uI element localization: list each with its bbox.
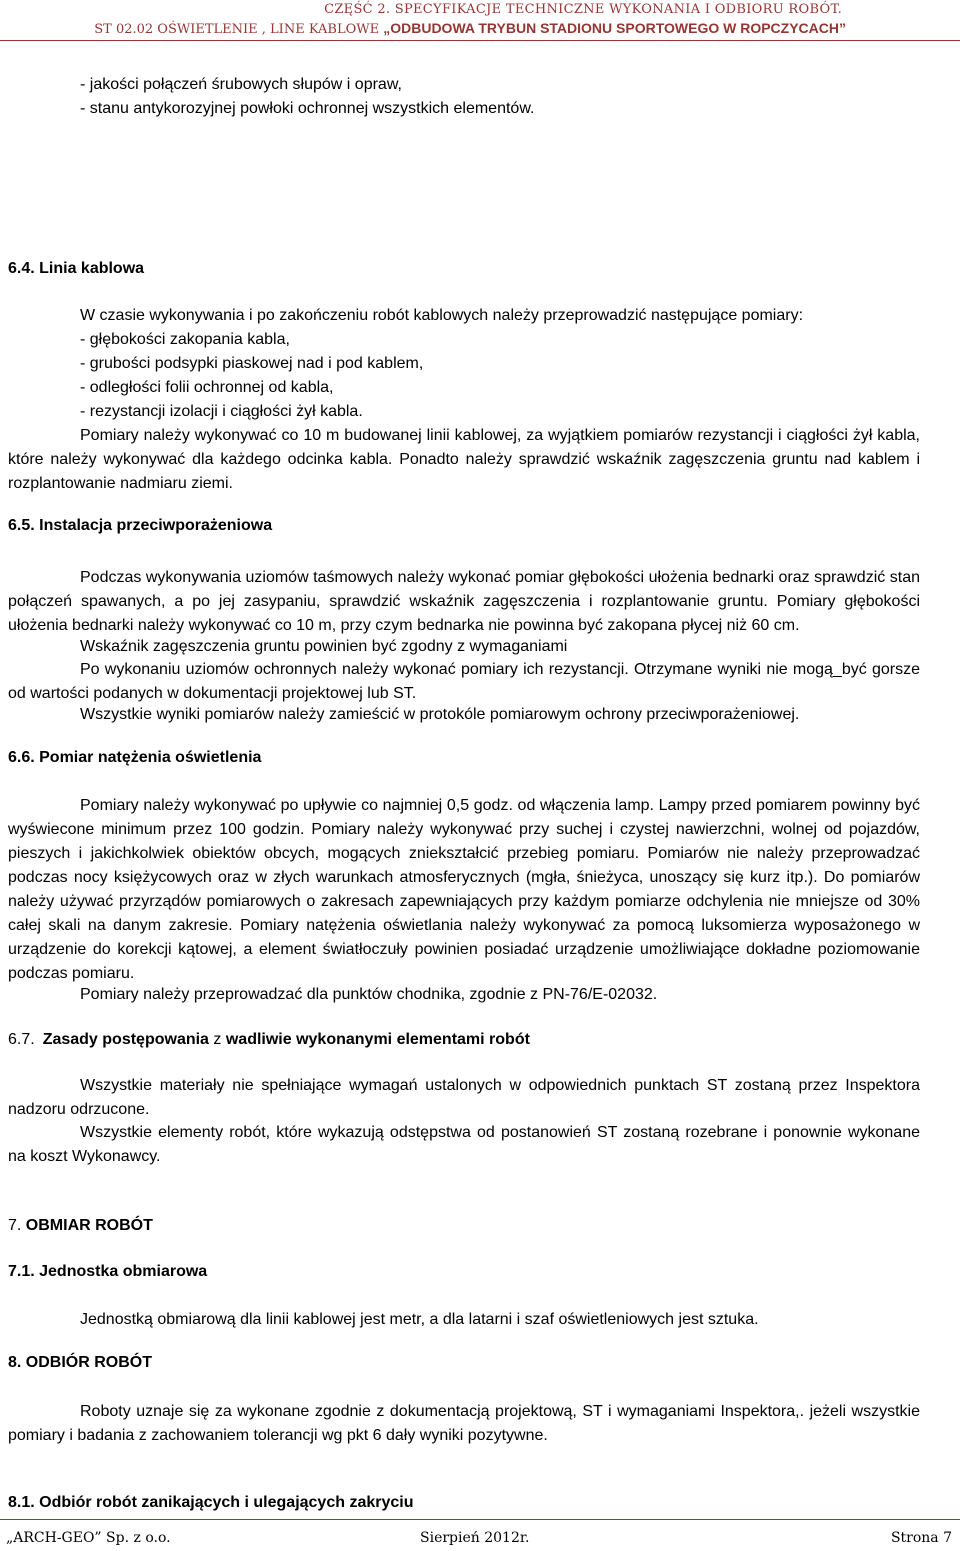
section-heading-6-5: 6.5. Instalacja przeciwporażeniowa [8, 517, 273, 534]
list-item: - rezystancji izolacji i ciągłości żył kabla. [80, 403, 363, 420]
section-6-7-paragraph-1: Wszystkie materiały nie spełniające wymagań ustalonych w odpowiednich punktach ST zostaną przez Inspektora nadzoru odrzucone. [8, 1077, 920, 1118]
section-6-7-paragraph-2: Wszystkie elementy robót, które wykazują odstępstwa od postanowień ST zostaną rozebrane i ponownie wykonane na koszt Wykonawcy. [8, 1124, 920, 1165]
section-6-5-paragraph-2: Wskaźnik zagęszczenia gruntu powinien być zgodny z wymaganiami [80, 638, 568, 655]
header-line-2 [94, 20, 846, 37]
section-number: 6.7. [8, 1031, 35, 1048]
section-heading-8: 8. ODBIÓR ROBÓT [8, 1354, 153, 1371]
section-heading-6-6: 6.6. Pomiar natężenia oświetlenia [8, 749, 262, 766]
section-6-5-paragraph-4: Wszystkie wyniki pomiarów należy zamieścić w protokóle pomiarowym ochrony przeciwporażeniowej. [80, 706, 800, 723]
heading-part-2: z [208, 1031, 226, 1048]
section-6-6-paragraph-2: Pomiary należy przeprowadzać dla punktów chodnika, zgodnie z PN-76/E-02032. [80, 986, 658, 1003]
section-6-5-paragraph-1: Podczas wykonywania uziomów taśmowych należy wykonać pomiar głębokości ułożenia bednarki oraz sprawdzić stan połączeń spawanych, a po jej zasypaniu, sprawdzić wskaźnik zagęszczenia i rozplantowanie gruntu. Pomiary głębokości ułożenia bednarki należy wykonywać co 10 m, przy czym bednarka nie powinna być zakopana płycej niż 60 cm. [8, 569, 920, 634]
list-item: - stanu antykorozyjnej powłoki ochronnej wszystkich elementów. [80, 100, 535, 117]
list-item: - jakości połączeń śrubowych słupów i opraw, [80, 76, 402, 93]
list-item: - grubości podsypki piaskowej nad i pod kablem, [80, 355, 424, 372]
header-line-2-prefix: ST 02.02 OŚWIETLENIE , LINE KABLOWE [94, 22, 384, 37]
footer-date: Sierpień 2012r. [420, 1530, 530, 1546]
footer-divider [0, 1519, 960, 1520]
footer-company: „ARCH-GEO” Sp. z o.o. [6, 1530, 171, 1546]
list-item: - odległości folii ochronnej od kabla, [80, 379, 334, 396]
section-8-paragraph: Roboty uznaje się za wykonane zgodnie z dokumentacją projektową, ST i wymaganiami Inspektora,. jeżeli wszystkie pomiary i badania z zachowaniem tolerancji wg pkt 6 dały wyniki pozytywne. [8, 1403, 920, 1444]
list-item: - głębokości zakopania kabla, [80, 331, 290, 348]
section-number: 7. [8, 1217, 22, 1234]
header-line-2-title: „ODBUDOWA TRYBUN STADIONU SPORTOWEGO W ROPCZYCACH” [383, 20, 846, 36]
section-heading-6-7 [8, 1028, 530, 1052]
section-heading-6-4: 6.4. Linia kablowa [8, 260, 145, 277]
footer-page-number: Strona 7 [890, 1530, 952, 1546]
heading-part-3: wadliwie wykonanymi elementami robót [225, 1031, 530, 1048]
section-6-4-paragraph: Pomiary należy wykonywać co 10 m budowanej linii kablowej, za wyjątkiem pomiarów rezystancji i ciągłości żył kabla, które należy wykonywać dla każdego odcinka kabla. Ponadto należy sprawdzić wskaźnik zagęszczenia gruntu nad kablem i rozplantowanie nadmiaru ziemi. [8, 427, 920, 492]
section-6-5-paragraph-3: Po wykonaniu uziomów ochronnych należy wykonać pomiary ich rezystancji. Otrzymane wyniki nie mogą_być gorsze od wartości podanych w dokumentacji projektowej lub ST. [8, 661, 920, 702]
section-6-6-paragraph-1: Pomiary należy wykonywać po upływie co najmniej 0,5 godz. od włączenia lamp. Lampy przed pomiarem powinny być wyświecone minimum przez 100 godzin. Pomiary należy wykonywać przy suchej i czystej nawierzchni, wolnej od pojazdów, pieszych i jakichkolwiek obiektów obcych, mogących zniekształcić przebieg pomiaru. Pomiarów nie należy przeprowadzać podczas nocy księżycowych oraz w złych warunkach atmosferycznych (mgła, śnieżyca, unoszący się kurz itp.). Do pomiarów należy używać przyrządów pomiarowych o zakresach zapewniających przy każdym pomiarze odchylenia nie mniejsze od 30% całej skali na danym zakresie. Pomiary natężenia oświetlania należy wykonywać za pomocą luksomierza wyposażonego w urządzenie do korekcji kątowej, a element światłoczuły powinien posiadać urządzenie umożliwiające dokładne poziomowanie podczas pomiaru. [8, 797, 920, 982]
section-7-1-paragraph: Jednostką obmiarową dla linii kablowej jest metr, a dla latarni i szaf oświetleniowych jest sztuka. [80, 1311, 759, 1328]
section-6-4-intro: W czasie wykonywania i po zakończeniu robót kablowych należy przeprowadzić następujące pomiary: [80, 307, 804, 324]
section-heading-8-1: 8.1. Odbiór robót zanikających i ulegających zakryciu [8, 1494, 414, 1511]
section-heading-7-1: 7.1. Jednostka obmiarowa [8, 1263, 208, 1280]
header-line-1: CZĘŚĆ 2. SPECYFIKACJE TECHNICZNE WYKONANIA I ODBIORU ROBÓT. [324, 2, 842, 17]
header-divider [0, 40, 960, 41]
heading-part-1: Zasady postępowania [42, 1031, 209, 1048]
section-heading-7 [8, 1214, 153, 1238]
section-title: OBMIAR ROBÓT [25, 1217, 153, 1234]
